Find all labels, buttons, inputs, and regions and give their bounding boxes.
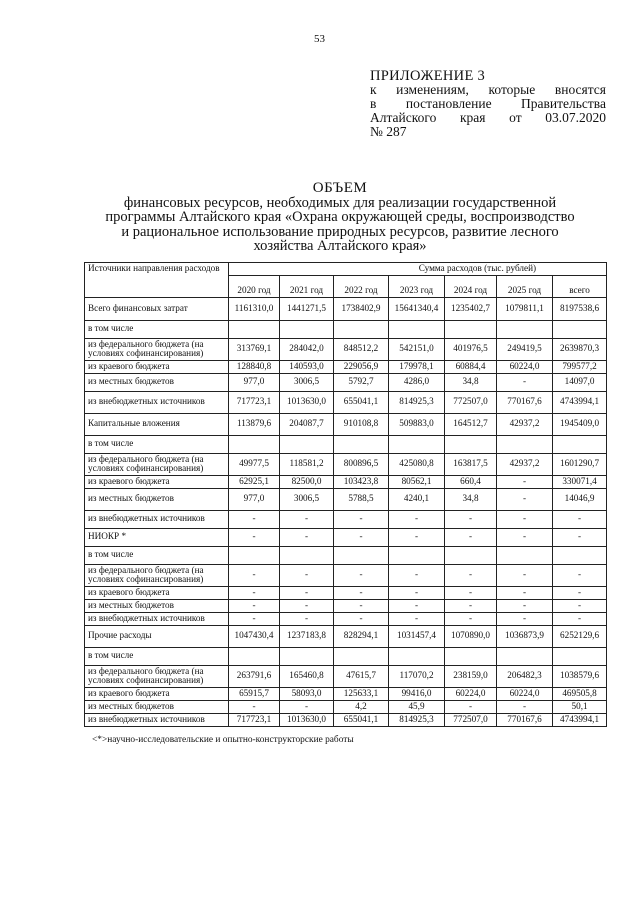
table-cell: 401976,5: [445, 338, 497, 360]
table-cell: 60224,0: [497, 687, 553, 700]
table-cell: [445, 435, 497, 453]
table-cell: 34,8: [445, 373, 497, 391]
table-cell: 4743994,1: [553, 391, 607, 413]
table-cell: [445, 320, 497, 338]
table-row: [85, 546, 607, 564]
table-row: [85, 453, 607, 475]
table-cell: 469505,8: [553, 687, 607, 700]
finance-table: [84, 262, 607, 727]
table-row: [85, 599, 607, 612]
table-cell: 542151,0: [389, 338, 445, 360]
table-cell: -: [334, 599, 389, 612]
row-label: в том числе: [85, 435, 229, 453]
table-cell: 910108,8: [334, 413, 389, 435]
row-label: в том числе: [85, 647, 229, 665]
table-cell: 1235402,7: [445, 297, 497, 320]
table-cell: 977,0: [229, 373, 280, 391]
table-row: [85, 413, 607, 435]
row-label: из федерального бюджета (на условиях софинансирования): [85, 564, 229, 586]
table-cell: 828294,1: [334, 625, 389, 647]
table-cell: -: [280, 599, 334, 612]
table-cell: -: [229, 564, 280, 586]
table-cell: [389, 647, 445, 665]
table-cell: [497, 320, 553, 338]
table-cell: 800896,5: [334, 453, 389, 475]
table-cell: -: [497, 564, 553, 586]
table-cell: -: [229, 586, 280, 599]
table-cell: 5788,5: [334, 488, 389, 510]
table-cell: -: [445, 700, 497, 713]
document-heading: [100, 181, 580, 254]
table-row: [85, 665, 607, 687]
table-cell: 1070890,0: [445, 625, 497, 647]
table-cell: -: [445, 586, 497, 599]
table-row: [85, 373, 607, 391]
table-cell: -: [229, 510, 280, 528]
table-cell: 1161310,0: [229, 297, 280, 320]
table-cell: [334, 435, 389, 453]
table-cell: 163817,5: [445, 453, 497, 475]
row-label: из федерального бюджета (на условиях софинансирования): [85, 665, 229, 687]
year-header: 2024 год: [445, 275, 497, 297]
row-label: Прочие расходы: [85, 625, 229, 647]
table-cell: 3006,5: [280, 488, 334, 510]
table-cell: 1013630,0: [280, 713, 334, 726]
table-cell: 4743994,1: [553, 713, 607, 726]
table-cell: 1079811,1: [497, 297, 553, 320]
table-cell: 125633,1: [334, 687, 389, 700]
table-row: [85, 510, 607, 528]
table-cell: 42937,2: [497, 413, 553, 435]
table-cell: 14097,0: [553, 373, 607, 391]
table-cell: 1738402,9: [334, 297, 389, 320]
table-cell: -: [280, 564, 334, 586]
row-label: из местных бюджетов: [85, 599, 229, 612]
row-label: НИОКР *: [85, 528, 229, 546]
table-cell: -: [389, 510, 445, 528]
table-cell: -: [334, 612, 389, 625]
table-cell: [497, 546, 553, 564]
table-cell: [280, 320, 334, 338]
table-cell: 1038579,6: [553, 665, 607, 687]
table-cell: [389, 435, 445, 453]
table-cell: [389, 320, 445, 338]
table-cell: [229, 435, 280, 453]
table-cell: 103423,8: [334, 475, 389, 488]
table-cell: 128840,8: [229, 360, 280, 373]
row-label: из краевого бюджета: [85, 475, 229, 488]
table-cell: 82500,0: [280, 475, 334, 488]
table-cell: 509883,0: [389, 413, 445, 435]
table-cell: -: [280, 700, 334, 713]
appendix-title: ПРИЛОЖЕНИЕ 3: [370, 68, 486, 84]
table-cell: -: [280, 510, 334, 528]
table-cell: [445, 647, 497, 665]
table-cell: [553, 546, 607, 564]
row-label: из местных бюджетов: [85, 488, 229, 510]
table-cell: 655041,1: [334, 713, 389, 726]
table-row: [85, 435, 607, 453]
heading-line-3: и рациональное использование природных ресурсов, развитие лесного: [121, 223, 559, 240]
table-header-row: [85, 263, 607, 276]
appendix-line-3: Алтайского края от 03.07.2020: [370, 110, 606, 125]
table-cell: 1601290,7: [553, 453, 607, 475]
table-cell: 62925,1: [229, 475, 280, 488]
row-label: из местных бюджетов: [85, 373, 229, 391]
table-cell: 1047430,4: [229, 625, 280, 647]
table-row: [85, 391, 607, 413]
table-cell: -: [229, 528, 280, 546]
row-label: из федерального бюджета (на условиях софинансирования): [85, 453, 229, 475]
table-cell: -: [497, 475, 553, 488]
table-cell: -: [553, 599, 607, 612]
table-cell: -: [497, 612, 553, 625]
year-header: 2021 год: [280, 275, 334, 297]
row-label: из внебюджетных источников: [85, 391, 229, 413]
table-cell: 772507,0: [445, 391, 497, 413]
row-label: в том числе: [85, 320, 229, 338]
table-cell: -: [389, 599, 445, 612]
table-cell: 60224,0: [445, 687, 497, 700]
table-cell: -: [280, 612, 334, 625]
table-row: [85, 360, 607, 373]
table-cell: 99416,0: [389, 687, 445, 700]
table-cell: -: [553, 586, 607, 599]
table-cell: 977,0: [229, 488, 280, 510]
table-cell: -: [497, 510, 553, 528]
table-cell: 284042,0: [280, 338, 334, 360]
table-cell: 249419,5: [497, 338, 553, 360]
table-cell: 6252129,6: [553, 625, 607, 647]
table-cell: 165460,8: [280, 665, 334, 687]
table-cell: 206482,3: [497, 665, 553, 687]
row-label: Всего финансовых затрат: [85, 297, 229, 320]
table-cell: [553, 647, 607, 665]
table-cell: -: [445, 528, 497, 546]
table-cell: -: [229, 612, 280, 625]
table-cell: 118581,2: [280, 453, 334, 475]
sum-header: Сумма расходов (тыс. рублей): [229, 263, 607, 276]
table-cell: 330071,4: [553, 475, 607, 488]
table-cell: 3006,5: [280, 373, 334, 391]
table-cell: 8197538,6: [553, 297, 607, 320]
table-cell: [280, 546, 334, 564]
table-cell: 140593,0: [280, 360, 334, 373]
table-cell: 660,4: [445, 475, 497, 488]
table-cell: 717723,1: [229, 713, 280, 726]
table-cell: 814925,3: [389, 391, 445, 413]
table-cell: 4,2: [334, 700, 389, 713]
table-cell: 5792,7: [334, 373, 389, 391]
table-cell: 4240,1: [389, 488, 445, 510]
table-cell: [497, 435, 553, 453]
table-cell: 80562,1: [389, 475, 445, 488]
row-label: из внебюджетных источников: [85, 713, 229, 726]
table-cell: 799577,2: [553, 360, 607, 373]
table-cell: 229056,9: [334, 360, 389, 373]
footnote: <*>научно-исследовательские и опытно-конструкторские работы: [92, 735, 354, 745]
table-cell: 50,1: [553, 700, 607, 713]
table-cell: [445, 546, 497, 564]
table-cell: 1013630,0: [280, 391, 334, 413]
row-label: из внебюджетных источников: [85, 612, 229, 625]
heading-line-4: хозяйства Алтайского края»: [253, 238, 427, 254]
table-row: [85, 713, 607, 726]
table-cell: 1945409,0: [553, 413, 607, 435]
table-cell: -: [553, 564, 607, 586]
table-cell: 45,9: [389, 700, 445, 713]
table-row: [85, 612, 607, 625]
table-cell: [229, 647, 280, 665]
table-cell: -: [445, 510, 497, 528]
table-cell: -: [553, 528, 607, 546]
table-cell: 42937,2: [497, 453, 553, 475]
table-row: [85, 564, 607, 586]
table-cell: 425080,8: [389, 453, 445, 475]
table-cell: 15641340,4: [389, 297, 445, 320]
year-header: 2025 год: [497, 275, 553, 297]
table-cell: 34,8: [445, 488, 497, 510]
table-cell: [553, 320, 607, 338]
row-label: из краевого бюджета: [85, 360, 229, 373]
table-cell: 848512,2: [334, 338, 389, 360]
table-cell: [553, 435, 607, 453]
table-cell: [280, 647, 334, 665]
table-cell: -: [445, 564, 497, 586]
table-cell: 2639870,3: [553, 338, 607, 360]
heading-line-1: финансовых ресурсов, необходимых для реализации государственной: [123, 194, 557, 211]
table-row: [85, 475, 607, 488]
table-cell: 772507,0: [445, 713, 497, 726]
table-row: [85, 488, 607, 510]
table-cell: 1441271,5: [280, 297, 334, 320]
year-header: 2020 год: [229, 275, 280, 297]
table-row: [85, 687, 607, 700]
heading-line-2: программы Алтайского края «Охрана окружающей среды, воспроизводство: [105, 209, 575, 225]
table-cell: -: [553, 612, 607, 625]
table-row: [85, 647, 607, 665]
table-cell: -: [497, 528, 553, 546]
table-cell: -: [334, 510, 389, 528]
table-cell: 717723,1: [229, 391, 280, 413]
table-cell: -: [497, 599, 553, 612]
table-cell: 814925,3: [389, 713, 445, 726]
table-cell: 263791,6: [229, 665, 280, 687]
table-cell: -: [334, 564, 389, 586]
table-cell: -: [497, 700, 553, 713]
row-label: в том числе: [85, 546, 229, 564]
heading-title: ОБЪЕМ: [312, 180, 368, 196]
table-cell: 238159,0: [445, 665, 497, 687]
table-cell: [334, 647, 389, 665]
row-label: из краевого бюджета: [85, 687, 229, 700]
row-label: из федерального бюджета (на условиях софинансирования): [85, 338, 229, 360]
table-row: [85, 338, 607, 360]
table-row: [85, 625, 607, 647]
table-cell: -: [497, 488, 553, 510]
table-cell: 164512,7: [445, 413, 497, 435]
table-cell: 47615,7: [334, 665, 389, 687]
table-row: [85, 297, 607, 320]
row-label: Капитальные вложения: [85, 413, 229, 435]
table-cell: 117070,2: [389, 665, 445, 687]
table-cell: 179978,1: [389, 360, 445, 373]
appendix-block: [370, 69, 606, 139]
table-cell: 313769,1: [229, 338, 280, 360]
table-cell: 770167,6: [497, 391, 553, 413]
table-cell: 655041,1: [334, 391, 389, 413]
table-cell: 60884,4: [445, 360, 497, 373]
table-cell: 204087,7: [280, 413, 334, 435]
table-cell: 49977,5: [229, 453, 280, 475]
table-cell: -: [280, 528, 334, 546]
year-header: 2022 год: [334, 275, 389, 297]
table-cell: 770167,6: [497, 713, 553, 726]
year-header: 2023 год: [389, 275, 445, 297]
total-header: всего: [553, 275, 607, 297]
row-label: из местных бюджетов: [85, 700, 229, 713]
table-cell: -: [229, 700, 280, 713]
table-row: [85, 528, 607, 546]
table-cell: -: [497, 373, 553, 391]
row-label: из краевого бюджета: [85, 586, 229, 599]
table-cell: 58093,0: [280, 687, 334, 700]
table-cell: -: [280, 586, 334, 599]
table-cell: -: [334, 586, 389, 599]
table-cell: [389, 546, 445, 564]
table-cell: 1237183,8: [280, 625, 334, 647]
table-cell: -: [445, 599, 497, 612]
table-cell: 60224,0: [497, 360, 553, 373]
page-number: 53: [314, 33, 325, 45]
appendix-line-4: № 287: [370, 124, 407, 139]
table-cell: 14046,9: [553, 488, 607, 510]
table-row: [85, 700, 607, 713]
table-cell: 113879,6: [229, 413, 280, 435]
table-cell: 1036873,9: [497, 625, 553, 647]
appendix-line-2: в постановление Правительства: [370, 96, 606, 111]
table-cell: -: [389, 564, 445, 586]
table-cell: 4286,0: [389, 373, 445, 391]
appendix-line-1: к изменениям, которые вносятся: [370, 82, 606, 97]
row-label: из внебюджетных источников: [85, 510, 229, 528]
table-cell: -: [389, 528, 445, 546]
table-cell: [334, 320, 389, 338]
table-cell: [229, 320, 280, 338]
table-cell: -: [445, 612, 497, 625]
table-cell: -: [334, 528, 389, 546]
table-cell: -: [497, 586, 553, 599]
table-cell: [334, 546, 389, 564]
table-row: [85, 320, 607, 338]
source-header: Источники направления расходов: [85, 263, 229, 298]
table-cell: [229, 546, 280, 564]
table-cell: [497, 647, 553, 665]
table-cell: [280, 435, 334, 453]
table-cell: 65915,7: [229, 687, 280, 700]
table-cell: -: [389, 612, 445, 625]
table-cell: 1031457,4: [389, 625, 445, 647]
table-cell: -: [553, 510, 607, 528]
table-cell: -: [389, 586, 445, 599]
table-cell: -: [229, 599, 280, 612]
table-row: [85, 586, 607, 599]
